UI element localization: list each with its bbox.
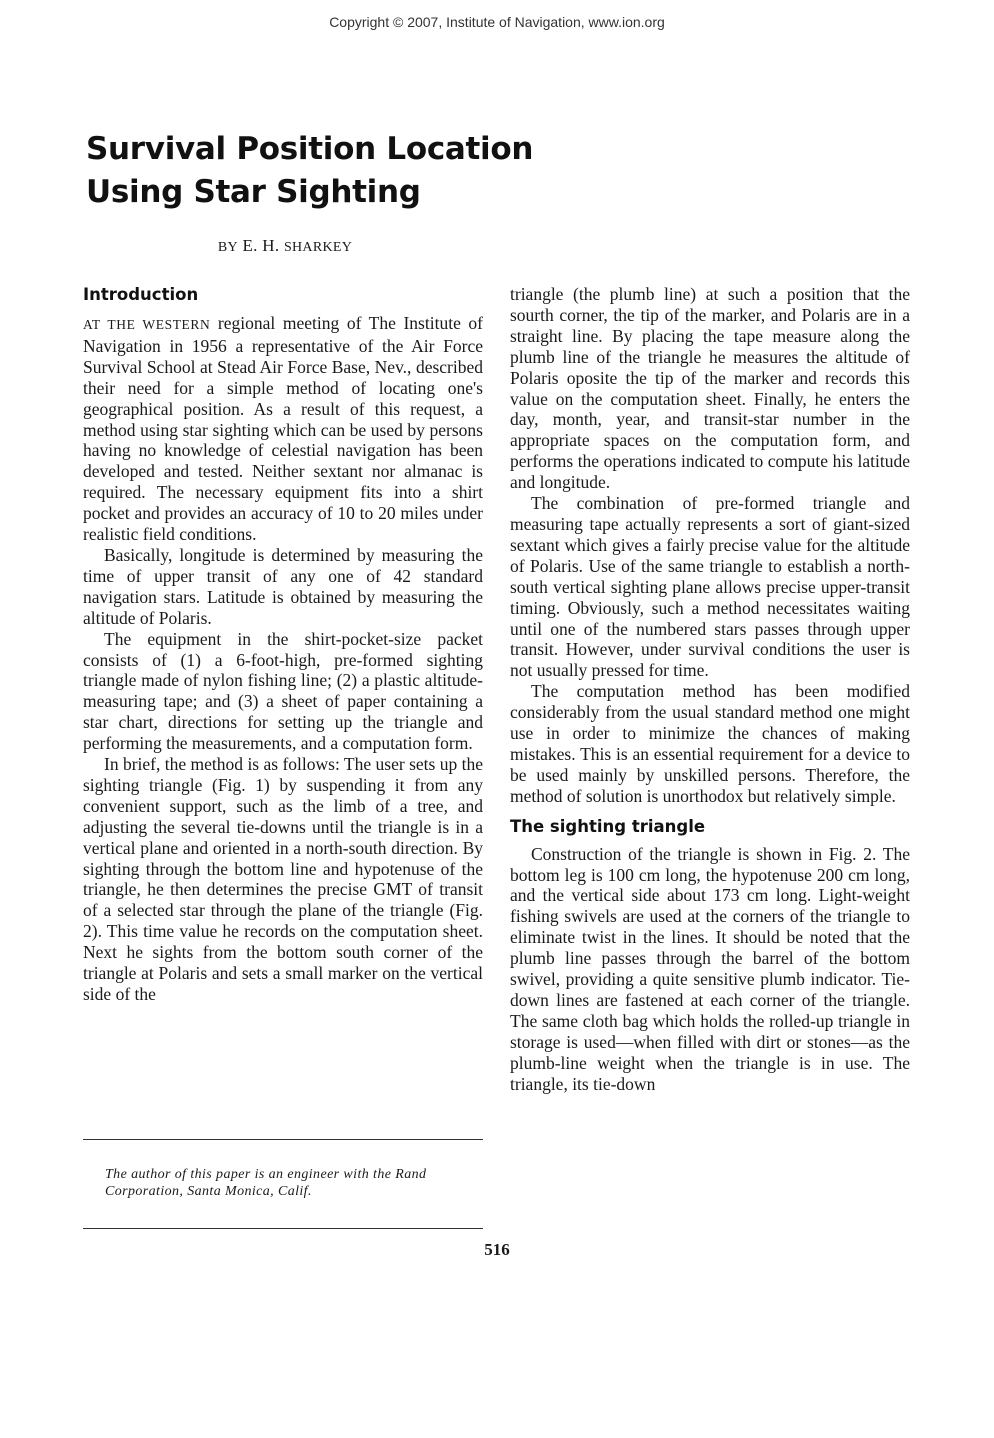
paragraph — [83, 313, 483, 545]
paragraph: triangle (the plumb line) at such a position that the sourth corner, the tip of the marker, and Polaris are in a straight line. By placing the tape measure along the plumb line of the triangle he measures the altitude of Polaris oposite the tip of the marker and records this value on the computation sheet. Finally, he enters the day, month, year, and transit-star number in the appropriate spaces on the computation form, and performs the operations indicated to compute his latitude and longitude. — [510, 284, 910, 493]
copyright-notice: Copyright © 2007, Institute of Navigation, www.ion.org — [329, 14, 665, 30]
author-byline — [86, 236, 484, 256]
left-column — [83, 284, 483, 1005]
paragraph: The computation method has been modified considerably from the usual standard method one might use in order to minimize the chances of making mistakes. This is an essential requirement for a device to be used mainly by unskilled persons. Therefore, the method of solution is unorthodox but relatively simple. — [510, 681, 910, 806]
paragraph: The equipment in the shirt-pocket-size packet consists of (1) a 6-foot-high, pre-formed sighting triangle made of nylon fishing line; (2) a plastic altitude-measuring tape; and (3) a sheet of paper containing a star chart, directions for setting up the triangle and performing the measurements, and a computation form. — [83, 628, 483, 754]
page-number: 516 — [484, 1240, 510, 1259]
article-title — [86, 128, 546, 214]
byline-initials: E. H. — [242, 236, 280, 255]
byline-by: BY — [217, 240, 238, 255]
paragraph: Construction of the triangle is shown in Fig. 2. The bottom leg is 100 cm long, the hypotenuse 200 cm long, and the vertical side about 173 cm long. Light-weight fishing swivels are used at the corners of the triangle to eliminate twist in the lines. It should be noted that the plumb line passes through the barrel of the bottom swivel, providing a quite sensitive plumb indicator. Tie-down lines are fastened at each corner of the triangle. The same cloth bag which holds the rolled-up triangle in storage is used—when filled with dirt or stones—as the plumb-line weight when the triangle is in use. The triangle, its tie-down — [510, 843, 910, 1094]
paragraph-text: regional meeting of The Institute of Navigation in 1956 a representative of the Air Force Survival School at Stead Air Force Base, Nev., described their need for a simple method of locating one's geographical position. As a result of this request, a method using star sighting which can be used by persons having no knowledge of celestial navigation has been developed and tested. Neither sextant nor almanac is required. The necessary equipment fits into a shirt pocket and provides an accuracy of 10 to 20 miles under realistic field conditions. — [83, 313, 484, 545]
article-title-line-2: Using Star Sighting — [86, 174, 421, 210]
section-heading-introduction: Introduction — [83, 285, 199, 304]
footnote-divider-bottom — [83, 1228, 483, 1229]
paragraph: The combination of pre-formed triangle and measuring tape actually represents a sort of giant-sized sextant which gives a fairly precise value for the altitude of Polaris. Use of the same triangle to establish a north-south vertical sighting plane allows precise upper-transit timing. Obviously, such a method necessitates waiting until one of the numbered stars passes through upper transit. However, under survival conditions the user is not usually pressed for time. — [510, 493, 910, 681]
paragraph: In brief, the method is as follows: The user sets up the sighting triangle (Fig. 1) by suspending it from any convenient support, such as the limb of a tree, and adjusting the several tie-downs until the triangle is in a vertical plane and oriented in a north-south direction. By sighting through the bottom line and hypotenuse of the triangle, he then determines the precise GMT of transit of a selected star through the plane of the triangle (Fig. 2). This time value he records on the computation sheet. Next he sights from the bottom south corner of the triangle at Polaris and sets a small marker on the vertical side of the — [83, 754, 483, 1004]
paragraph: Basically, longitude is determined by measuring the time of upper transit of any one of 42 standard navigation stars. Latitude is obtained by measuring the altitude of Polaris. — [83, 544, 483, 628]
lead-in-smallcaps: AT THE WESTERN — [83, 317, 211, 332]
byline-surname: SHARKEY — [283, 240, 353, 255]
right-column — [510, 284, 910, 1095]
author-footnote: The author of this paper is an engineer with the Rand Corporation, Santa Monica, Calif. — [105, 1167, 427, 1199]
section-heading-sighting-triangle: The sighting triangle — [510, 816, 706, 836]
article-title-line-1: Survival Position Location — [86, 131, 534, 167]
footnote-divider-top — [83, 1139, 483, 1140]
